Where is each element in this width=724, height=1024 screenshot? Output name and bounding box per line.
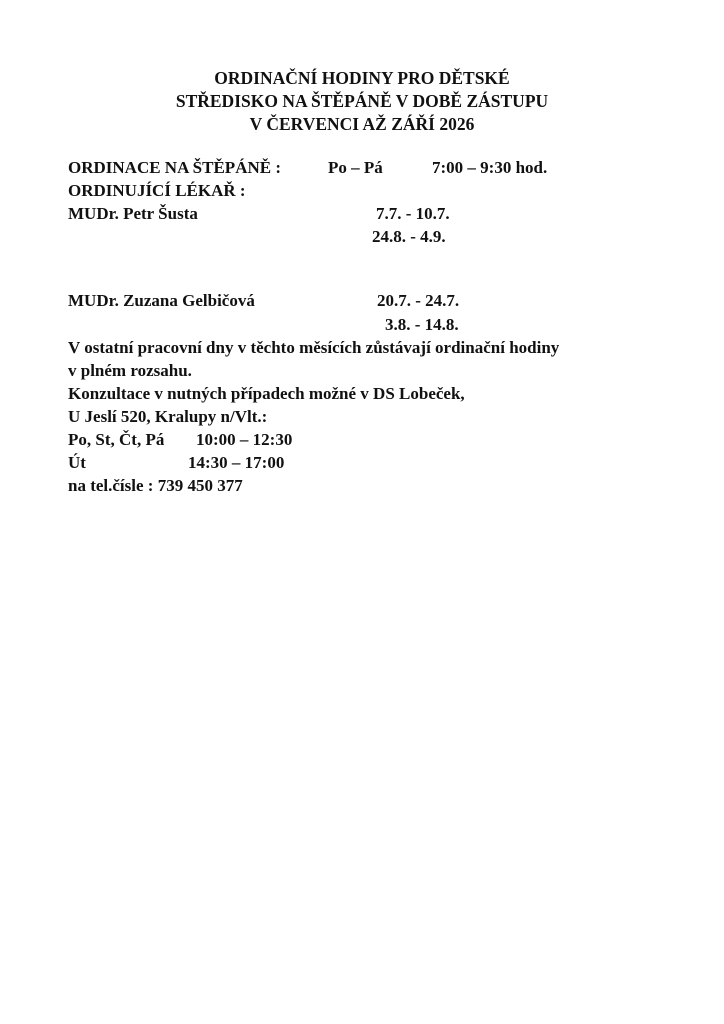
doctor-period: 7.7. - 10.7. [376, 204, 450, 223]
consult-address: U Jeslí 520, Kralupy n/Vlt.: [68, 407, 268, 426]
consult-hours: 10:00 – 12:30 [196, 430, 293, 449]
office-days: Po – Pá [328, 158, 383, 177]
title-line-3: V ČERVENCI AŽ ZÁŘÍ 2026 [249, 114, 475, 134]
title-line-2: STŘEDISKO NA ŠTĚPÁNĚ V DOBĚ ZÁSTUPU [175, 91, 549, 111]
doctor-name: MUDr. Zuzana Gelbičová [68, 291, 255, 310]
doctor-period: 24.8. - 4.9. [372, 227, 446, 246]
phone-line: na tel.čísle : 739 450 377 [68, 476, 243, 495]
consult-line-1: Konzultace v nutných případech možné v DS Lobeček, [68, 384, 465, 403]
doctor-name: MUDr. Petr Šusta [68, 204, 198, 223]
doctor-heading: ORDINUJÍCÍ LÉKAŘ : [68, 181, 246, 200]
note-line-2: v plném rozsahu. [68, 361, 192, 380]
office-hours: 7:00 – 9:30 hod. [432, 158, 548, 177]
consult-hours: 14:30 – 17:00 [188, 453, 285, 472]
note-line-1: V ostatní pracovní dny v těchto měsících zůstávají ordinační hodiny [68, 338, 560, 357]
title-line-1: ORDINAČNÍ HODINY PRO DĚTSKÉ [214, 68, 510, 88]
doctor-period: 20.7. - 24.7. [377, 291, 460, 310]
doctor-period: 3.8. - 14.8. [385, 315, 459, 334]
consult-days: Út [68, 453, 86, 472]
consult-days: Po, St, Čt, Pá [68, 430, 165, 449]
office-label: ORDINACE NA ŠTĚPÁNĚ : [68, 158, 281, 177]
